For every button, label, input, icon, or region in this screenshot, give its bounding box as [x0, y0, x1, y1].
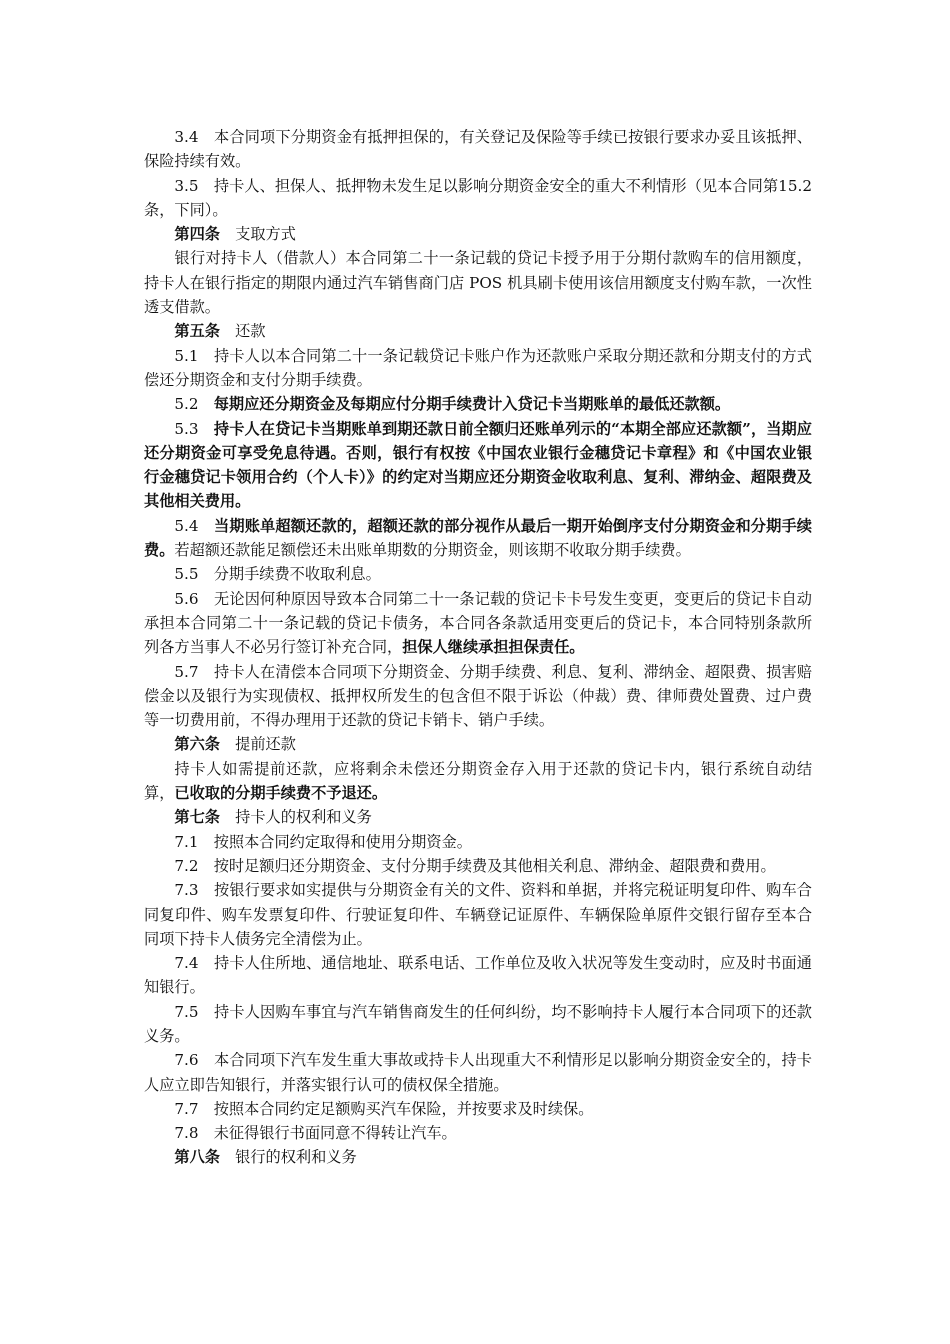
- clause-paragraph: [144, 514, 812, 563]
- article-heading: [144, 805, 812, 829]
- clause-paragraph: [144, 757, 812, 806]
- bold-text-run: 持卡人在贷记卡当期账单到期还款日前全额归还账单列示的“本期全部应还款额”，当期应还分期资金可享受免息待遇。否则，银行有权按《中国农业银行金穗贷记卡章程》和《中国农业银行金穗贷记卡领用合约（个人卡）》的约定对当期应还分期资金收取利息、复利、滞纳金、超限费及其他相关费用。: [144, 419, 812, 511]
- clause-paragraph: [144, 392, 812, 416]
- article-number: 第四条: [174, 225, 220, 244]
- clause-paragraph: [144, 1097, 812, 1121]
- text-run: 5.1 持卡人以本合同第二十一条记载贷记卡账户作为还款账户采取分期还款和分期支付的方式偿还分期资金和支付分期手续费。: [144, 346, 812, 389]
- text-run: 银行对持卡人（借款人）本合同第二十一条记载的贷记卡授予用于分期付款购车的信用额度，持卡人在银行指定的期限内通过汽车销售商门店 POS 机具刷卡使用该信用额度支付购车款，一次性透支借款。: [144, 249, 812, 317]
- clause-paragraph: [144, 125, 812, 174]
- article-title: 支取方式: [235, 225, 296, 244]
- text-run: 7.8 未征得银行书面同意不得转让汽车。: [174, 1124, 457, 1143]
- clause-paragraph: [144, 562, 812, 586]
- bold-text-run: 每期应还分期资金及每期应付分期手续费计入贷记卡当期账单的最低还款额。: [213, 395, 731, 414]
- text-run: 5.4: [174, 516, 215, 535]
- article-heading: [144, 732, 812, 756]
- clause-paragraph: [144, 854, 812, 878]
- text-run: 5.2: [174, 395, 214, 414]
- clause-paragraph: [144, 174, 812, 223]
- text-run: 7.2 按时足额归还分期资金、支付分期手续费及其他相关利息、滞纳金、超限费和费用。: [174, 856, 776, 875]
- clause-paragraph: [144, 1000, 812, 1049]
- clause-paragraph: [144, 878, 812, 951]
- text-run: 3.4 本合同项下分期资金有抵押担保的，有关登记及保险等手续已按银行要求办妥且该抵押、保险持续有效。: [144, 128, 812, 171]
- text-run: 7.6 本合同项下汽车发生重大事故或持卡人出现重大不利情形足以影响分期资金安全的，持卡人应立即告知银行，并落实银行认可的债权保全措施。: [144, 1051, 812, 1094]
- article-title: 提前还款: [235, 735, 296, 754]
- article-title: 还款: [235, 322, 266, 341]
- text-run: 若超额还款能足额偿还未出账单期数的分期资金，则该期不收取分期手续费。: [174, 541, 691, 560]
- clause-paragraph: [144, 417, 812, 514]
- text-run: 5.5 分期手续费不收取利息。: [174, 565, 381, 584]
- clause-paragraph: [144, 344, 812, 393]
- text-run: 持卡人如需提前还款，应将剩余未偿还分期资金存入用于还款的贷记卡内，银行系统自动结算，: [144, 759, 812, 803]
- article-title: 银行的权利和义务: [235, 1148, 357, 1167]
- clause-paragraph: [144, 951, 812, 1000]
- text-run: 7.7 按照本合同约定足额购买汽车保险，并按要求及时续保。: [174, 1099, 594, 1118]
- article-number: 第五条: [174, 322, 220, 341]
- clause-paragraph: [144, 660, 812, 733]
- bold-text-run: 当期账单超额还款的，超额还款的部分视作从最后一期开始倒序支付分期资金和分期手续费。: [144, 516, 812, 560]
- article-title: 持卡人的权利和义务: [235, 808, 372, 827]
- article-heading: [144, 222, 812, 246]
- article-number: 第六条: [174, 735, 220, 754]
- text-run: 7.3 按银行要求如实提供与分期资金有关的文件、资料和单据，并将完税证明复印件、购车合同复印件、购车发票复印件、行驶证复印件、车辆登记证原件、车辆保险单原件交银行留存至本合同项下持卡人债务完全清偿为止。: [144, 881, 812, 948]
- bold-text-run: 担保人继续承担担保责任。: [402, 638, 585, 657]
- article-heading: [144, 1145, 812, 1169]
- text-run: 5.6 无论因何种原因导致本合同第二十一条记载的贷记卡卡号发生变更，变更后的贷记卡自动承担本合同第二十一条记载的贷记卡债务，本合同各条款适用变更后的贷记卡，本合同特别条款所列各方当事人不必另行签订补充合同，: [144, 589, 812, 657]
- document-body: [144, 125, 812, 1170]
- clause-paragraph: [144, 1048, 812, 1097]
- clause-paragraph: [144, 587, 812, 660]
- text-run: 5.7 持卡人在清偿本合同项下分期资金、分期手续费、利息、复利、滞纳金、超限费、损害赔偿金以及银行为实现债权、抵押权所发生的包含但不限于诉讼（仲裁）费、律师费处置费、过户费等一切费用前，不得办理用于还款的贷记卡销卡、销户手续。: [144, 662, 812, 730]
- clause-paragraph: [144, 830, 812, 854]
- text-run: 5.3: [174, 419, 214, 438]
- text-run: 7.5 持卡人因购车事宜与汽车销售商发生的任何纠纷，均不影响持卡人履行本合同项下的还款义务。: [144, 1002, 812, 1045]
- article-number: 第七条: [174, 808, 220, 827]
- bold-text-run: 已收取的分期手续费不予退还。: [174, 784, 387, 803]
- article-number: 第八条: [174, 1148, 220, 1167]
- text-run: 3.5 持卡人、担保人、抵押物未发生足以影响分期资金安全的重大不利情形（见本合同第15.2条，下同）。: [144, 176, 812, 219]
- clause-paragraph: [144, 1121, 812, 1145]
- text-run: 7.1 按照本合同约定取得和使用分期资金。: [174, 832, 472, 851]
- article-heading: [144, 319, 812, 343]
- text-run: 7.4 持卡人住所地、通信地址、联系电话、工作单位及收入状况等发生变动时，应及时书面通知银行。: [144, 954, 812, 997]
- clause-paragraph: [144, 246, 812, 319]
